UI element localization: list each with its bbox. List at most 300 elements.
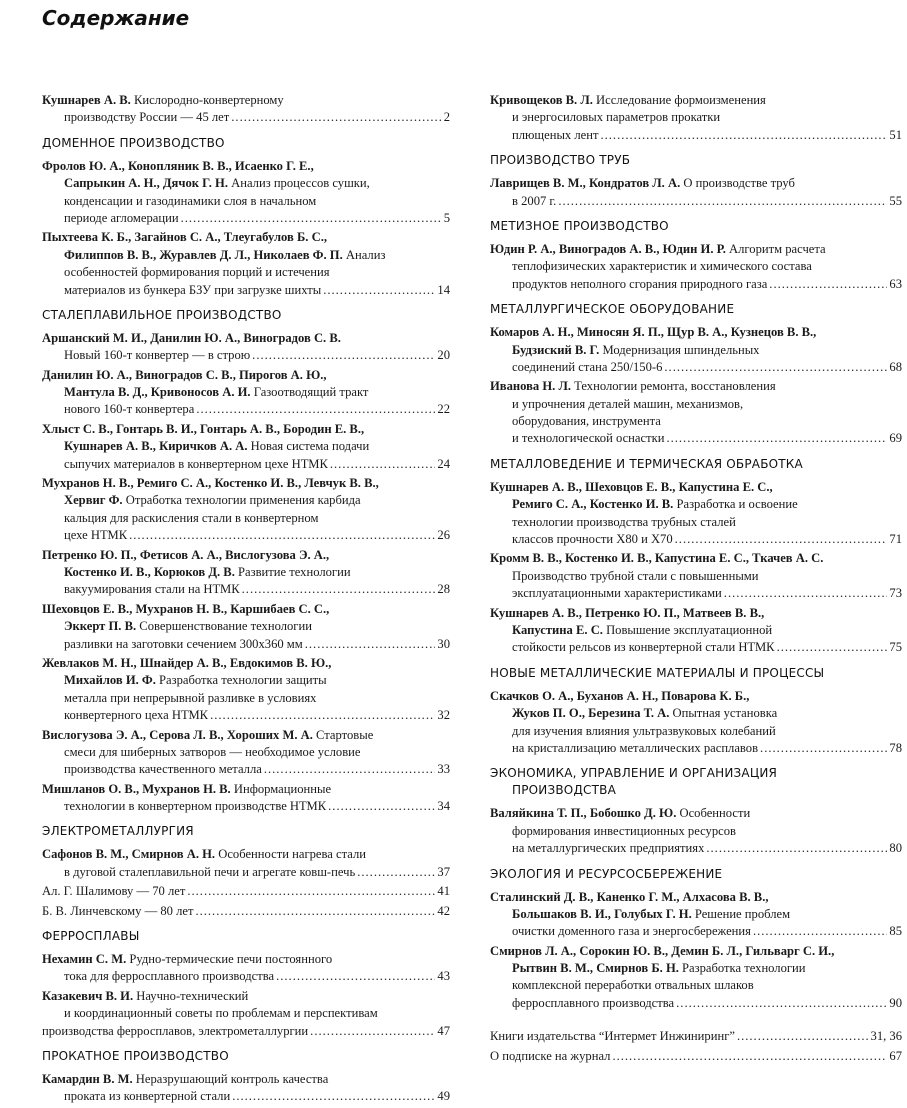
toc-entry-text [64, 347, 250, 364]
toc-entry-text [42, 476, 379, 490]
toc-title: производства качественного металла [64, 762, 262, 777]
toc-title: Модернизация шпиндельных [599, 342, 760, 357]
toc-leader-dots [666, 430, 887, 447]
toc-title: технологии производства трубных сталей [512, 514, 736, 529]
toc-authors: Петренко Ю. П., Фетисов А. А., Вислогузова Э. А., [42, 547, 330, 562]
toc-entry-line [42, 672, 450, 689]
toc-title: особенностей формирования порций и истечения [64, 265, 330, 280]
toc-entry-text [490, 806, 750, 820]
toc-entry-line [42, 690, 450, 707]
toc-title: Новая система подачи [247, 439, 370, 454]
toc-page-number: 69 [889, 431, 902, 446]
toc-entry-line [490, 342, 902, 359]
toc-authors: Сафонов В. М., Смирнов А. Н. [42, 847, 216, 862]
toc-title: Совершенствование технологии [136, 619, 312, 634]
toc-title: и упрочнения деталей машин, механизмов, [512, 396, 744, 411]
toc-entry-text [42, 422, 364, 436]
toc-entry[interactable] [490, 324, 902, 376]
toc-entry[interactable] [490, 1028, 902, 1045]
toc-entry-text [64, 761, 262, 778]
toc-title: смеси для шиберных затворов — необходимое условие [64, 744, 361, 759]
toc-entry-last-line [42, 347, 450, 364]
toc-entry-text [512, 193, 556, 210]
toc-leader-dots [675, 531, 888, 548]
toc-entry[interactable] [490, 378, 902, 448]
toc-page-number: 30 [437, 636, 450, 651]
toc-entry-text [42, 331, 341, 345]
toc-entry-text [64, 1088, 230, 1105]
toc-entry-text [512, 639, 775, 656]
toc-entry-line [42, 951, 450, 968]
toc-title: ферросплавного производства [512, 995, 675, 1010]
toc-leader-dots [330, 456, 436, 473]
toc-title: нового 160-т конвертера [64, 402, 195, 417]
section-heading-text: ПРОИЗВОДСТВО ТРУБ [490, 153, 631, 168]
section-heading [490, 456, 902, 473]
toc-entry[interactable] [42, 727, 450, 779]
toc-entry-line [42, 92, 450, 109]
toc-title: Ал. Г. Шалимову — 70 лет [42, 884, 186, 899]
toc-entry-text [512, 923, 751, 940]
toc-entry-text [64, 527, 127, 544]
toc-title: оборудования, инструмента [512, 414, 661, 429]
toc-authors: Комаров А. Н., Миносян Я. П., Щур В. А., Кузнецов В. В., [490, 325, 817, 340]
toc-entry-line [490, 705, 902, 722]
toc-entry-text [64, 1006, 378, 1020]
toc-title: на кристаллизацию металлических расплавов [512, 740, 759, 755]
toc-entry[interactable] [490, 605, 902, 657]
toc-entry-last-line [42, 210, 450, 227]
toc-authors: Хлыст С. В., Гонтарь В. И., Гонтарь А. В., Бородин Е. В., [42, 421, 365, 436]
toc-entry-text [490, 379, 776, 393]
toc-title: вакуумирования стали на НТМК [64, 582, 240, 597]
toc-page-number: 31, 36 [870, 1029, 902, 1044]
toc-authors: Нехамин С. М. [42, 952, 127, 967]
toc-entry-last-line [490, 923, 902, 940]
toc-entry-text [512, 531, 673, 548]
toc-entry-text [64, 265, 330, 279]
toc-title: кальция для раскисления стали в конвертерном [64, 510, 319, 525]
toc-entry-last-line [42, 109, 450, 126]
toc-page-number: 90 [889, 995, 902, 1010]
toc-title: материалов из бункера БЗУ при загрузке шихты [64, 282, 322, 297]
toc-title: разливки на заготовки сечением 300х360 мм [64, 636, 303, 651]
toc-title: Особенности [676, 806, 751, 821]
toc-entry-text [64, 456, 328, 473]
toc-page-number: 14 [437, 282, 450, 297]
toc-leader-dots [760, 740, 887, 757]
toc-entry-line [42, 421, 450, 438]
toc-entry-last-line [490, 430, 902, 447]
toc-title: формирования инвестиционных ресурсов [512, 823, 736, 838]
toc-entry-line [490, 622, 902, 639]
toc-entry[interactable] [42, 330, 450, 365]
toc-leader-dots [769, 276, 887, 293]
toc-authors: Камардин В. М. [42, 1071, 133, 1086]
toc-authors: Капустина Е. С. [512, 622, 603, 637]
toc-entry-text [512, 414, 661, 428]
toc-entry-last-line [42, 527, 450, 544]
section-heading-text: ЭЛЕКТРОМЕТАЛЛУРГИЯ [42, 824, 194, 839]
toc-title: и координационный советы по проблемам и перспективам [64, 1006, 378, 1021]
toc-title: Рудно-термические печи постоянного [126, 952, 333, 967]
toc-entry-line [42, 1071, 450, 1088]
toc-authors: Сапрыкин А. Н., Дячок Г. Н. [64, 176, 228, 191]
toc-entry[interactable] [42, 951, 450, 986]
toc-entry[interactable] [42, 229, 450, 299]
toc-entry-text [42, 368, 327, 382]
toc-entry-last-line [42, 1023, 450, 1040]
toc-entry-text [64, 745, 360, 759]
toc-entry-last-line [42, 282, 450, 299]
toc-entry[interactable] [42, 547, 450, 599]
toc-entry-line [490, 977, 902, 994]
toc-title: Новый 160-т конвертер — в строю [64, 348, 251, 363]
toc-entry-line [490, 960, 902, 977]
toc-authors: Кушнарев А. В., Шеховцов Е. В., Капустина Е. С., [490, 479, 773, 494]
toc-leader-dots [753, 923, 887, 940]
toc-authors: Валяйкина Т. П., Бобошко Д. Ю. [490, 806, 677, 821]
toc-entry-last-line [490, 193, 902, 210]
toc-entry-text [42, 93, 284, 107]
toc-entry-text [64, 176, 370, 190]
toc-leader-dots [558, 193, 887, 210]
toc-entry[interactable] [42, 781, 450, 816]
toc-entry-line [42, 492, 450, 509]
toc-authors: Будзиский В. Г. [512, 342, 600, 357]
toc-entry[interactable] [42, 92, 450, 127]
toc-entry[interactable] [42, 883, 450, 900]
toc-entry-text [64, 401, 194, 418]
toc-title: конденсации и газодинамики слоя в начальном [64, 193, 317, 208]
toc-authors: Мантула В. Д., Кривоносов А. И. [64, 385, 251, 400]
toc-entry-text [64, 798, 326, 815]
toc-entry[interactable] [490, 241, 902, 293]
toc-column-right [490, 92, 902, 1067]
toc-entry-line [42, 193, 450, 210]
toc-title: Опытная установка [669, 706, 778, 721]
toc-page-number: 28 [437, 582, 450, 597]
toc-entry-text [490, 242, 826, 256]
toc-title: соединений стана 250/150-6 [512, 359, 663, 374]
toc-authors: Рытвин В. М., Смирнов Б. Н. [512, 961, 679, 976]
toc-page-number: 73 [889, 586, 902, 601]
toc-entry-text [64, 707, 208, 724]
toc-entry[interactable] [42, 1071, 450, 1106]
toc-entry-text [512, 961, 806, 975]
toc-title: сыпучих материалов в конвертерном цехе НТМК [64, 456, 328, 471]
toc-entry-text [490, 93, 766, 107]
toc-entry-text [64, 864, 355, 881]
toc-title: комплексной переработки отвальных шлаков [512, 978, 754, 993]
toc-authors: Кушнарев А. В. [42, 93, 131, 107]
toc-entry-text [42, 230, 327, 244]
toc-page-number: 85 [889, 924, 902, 939]
toc-entry-text [64, 385, 368, 399]
toc-authors: Вислогузова Э. А., Серова Л. В., Хороших М. А. [42, 727, 313, 742]
toc-entry[interactable] [490, 92, 902, 144]
toc-page-number: 5 [443, 210, 450, 225]
toc-entry-text [490, 689, 749, 703]
toc-leader-dots [612, 1048, 887, 1065]
toc-entry-text [64, 282, 321, 299]
toc-entry-line [42, 510, 450, 527]
section-heading [490, 218, 902, 235]
toc-authors: Кромм В. В., Костенко И. В., Капустина Е. С., Ткачев А. С. [490, 551, 824, 566]
toc-entry-text [42, 548, 329, 562]
toc-entry-last-line [490, 995, 902, 1012]
toc-title: Книги издательства “Интермет Инжиниринг” [490, 1029, 735, 1044]
toc-leader-dots [600, 127, 887, 144]
toc-authors: Скачков О. А., Буханов А. Н., Поварова К. Б., [490, 688, 750, 703]
toc-title: эксплуатационными характеристиками [512, 586, 722, 601]
toc-entry[interactable] [42, 421, 450, 473]
toc-title: Информационные [230, 781, 332, 796]
section-heading [490, 301, 902, 318]
toc-title: для изучения влияния ультразвуковых колебаний [512, 723, 776, 738]
toc-page-number: 78 [889, 740, 902, 755]
toc-title: металла при непрерывной разливке в условиях [64, 690, 317, 705]
toc-entry[interactable] [42, 903, 450, 920]
toc-entry-text [64, 968, 274, 985]
toc-title: производству России — 45 лет [64, 110, 230, 125]
toc-authors: Жуков П. О., Березина Т. А. [512, 706, 670, 721]
toc-title: в 2007 г. [512, 193, 557, 208]
toc-entry[interactable] [490, 943, 902, 1013]
toc-entry-last-line [490, 840, 902, 857]
toc-entry[interactable] [42, 158, 450, 228]
toc-entry-last-line [42, 1088, 450, 1105]
toc-authors: Кушнарев А. В., Киричков А. А. [64, 439, 248, 454]
toc-entry-last-line [42, 883, 450, 900]
toc-entry-text [512, 740, 758, 757]
toc-page-number: 71 [889, 532, 902, 547]
toc-authors: Филиппов В. В., Журавлев Д. Л., Николаев Ф. П. [64, 247, 343, 262]
toc-entry-last-line [42, 903, 450, 920]
toc-entry-last-line [42, 707, 450, 724]
toc-authors: Кривощеков В. Л. [490, 93, 593, 107]
toc-page-number: 2 [443, 110, 450, 125]
toc-page-number: 41 [437, 884, 450, 899]
toc-page-number: 63 [889, 276, 902, 291]
toc-entry-text [64, 581, 240, 598]
toc-entry-line [42, 744, 450, 761]
toc-entry-line [42, 229, 450, 246]
section-heading-text: ФЕРРОСПЛАВЫ [42, 929, 140, 944]
toc-title: Особенности нагрева стали [215, 847, 366, 862]
toc-authors: Аршанский М. И., Данилин Ю. А., Виноградов С. В. [42, 330, 341, 345]
toc-entry-last-line [490, 1048, 902, 1065]
toc-entry-text [512, 359, 662, 376]
section-heading-text: ПРОИЗВОДСТВА [512, 783, 616, 798]
toc-entry-text [512, 515, 736, 529]
toc-entry-text [42, 1023, 308, 1040]
toc-authors: Жевлаков М. Н., Шнайдер А. В., Евдокимов В. Ю., [42, 655, 332, 670]
page-title: Содержание [42, 6, 190, 30]
toc-entry-text [512, 724, 776, 738]
toc-entry-text [64, 511, 318, 525]
toc-entry-text [490, 480, 773, 494]
toc-entry-line [42, 988, 450, 1005]
toc-title: Решение проблем [691, 906, 791, 921]
toc-title: теплофизических характеристик и химического состава [512, 259, 812, 274]
toc-entry-text [64, 673, 327, 687]
section-heading [490, 866, 902, 883]
toc-page-number: 42 [437, 903, 450, 918]
toc-leader-dots [310, 1023, 435, 1040]
toc-entry-line [42, 384, 450, 401]
toc-entry-last-line [42, 968, 450, 985]
toc-entry-line [42, 438, 450, 455]
toc-entry-text [42, 1072, 328, 1086]
toc-entry-line [490, 605, 902, 622]
toc-authors: Большаков В. И., Голубых Г. Н. [512, 906, 692, 921]
toc-leader-dots [231, 109, 441, 126]
toc-entry-line [42, 727, 450, 744]
toc-leader-dots [777, 639, 888, 656]
toc-entry-text [42, 728, 373, 742]
toc-title: Алгоритм расчета [725, 241, 826, 256]
toc-leader-dots [210, 707, 435, 724]
toc-entry-text [512, 569, 759, 583]
toc-entry[interactable] [42, 367, 450, 419]
toc-entry[interactable] [490, 550, 902, 602]
toc-authors: Сталинский Д. В., Каненко Г. М., Алхасова В. В., [490, 889, 769, 904]
toc-entry[interactable] [490, 688, 902, 758]
section-heading-text: ПРОКАТНОЕ ПРОИЗВОДСТВО [42, 1048, 229, 1063]
toc-entry-text [42, 159, 314, 173]
toc-authors: Хервиг Ф. [64, 493, 123, 508]
toc-entry-line [490, 496, 902, 513]
toc-entry-last-line [490, 531, 902, 548]
toc-entry[interactable] [490, 479, 902, 549]
toc-page-number: 49 [437, 1089, 450, 1104]
toc-leader-dots [196, 401, 435, 418]
toc-entry-line [42, 264, 450, 281]
toc-entry-line [490, 396, 902, 413]
toc-authors: Казакевич В. И. [42, 988, 134, 1003]
toc-leader-dots [252, 347, 435, 364]
toc-entry-last-line [42, 761, 450, 778]
toc-entry-line [42, 781, 450, 798]
toc-entry-line [490, 805, 902, 822]
toc-leader-dots [129, 527, 435, 544]
toc-entry-last-line [42, 864, 450, 881]
toc-entry-text [42, 847, 366, 861]
toc-authors: Костенко И. В., Корюков Д. В. [64, 564, 235, 579]
toc-entry-text [42, 952, 332, 966]
toc-title: конвертерного цеха НТМК [64, 708, 209, 723]
toc-entry-text [512, 276, 767, 293]
toc-authors: Иванова Н. Л. [490, 379, 572, 394]
section-heading-text: МЕТАЛЛОВЕДЕНИЕ И ТЕРМИЧЕСКАЯ ОБРАБОТКА [490, 456, 803, 471]
toc-leader-dots [181, 210, 442, 227]
toc-page-number: 55 [889, 193, 902, 208]
toc-entry[interactable] [490, 175, 902, 210]
toc-title: Повышение эксплуатационной [602, 622, 773, 637]
section-heading-text: СТАЛЕПЛАВИЛЬНОЕ ПРОИЗВОДСТВО [42, 307, 282, 322]
toc-page-number: 34 [437, 799, 450, 814]
toc-page-number: 47 [437, 1023, 450, 1038]
section-heading [490, 765, 902, 799]
toc-authors: Мишланов О. В., Мухранов Н. В. [42, 781, 231, 796]
toc-entry-text [512, 995, 674, 1012]
toc-title: О производстве труб [680, 176, 795, 191]
toc-entry-text [512, 824, 736, 838]
toc-entry-text [64, 493, 361, 507]
section-heading-text: ЭКОЛОГИЯ И РЕСУРСОСБЕРЕЖЕНИЕ [490, 866, 723, 881]
toc-leader-dots [242, 581, 436, 598]
toc-title: продуктов неполного сгорания природного газа [512, 276, 768, 291]
toc-leader-dots [706, 840, 887, 857]
toc-entry-text [490, 606, 764, 620]
toc-entry[interactable] [490, 889, 902, 941]
toc-title: стойкости рельсов из конвертерной стали НТМК [512, 640, 775, 655]
toc-entry-text [512, 497, 798, 511]
toc-entry[interactable] [490, 1048, 902, 1065]
toc-title: плющеных лент [512, 127, 599, 142]
toc-entry[interactable] [42, 846, 450, 881]
toc-entry-last-line [490, 276, 902, 293]
toc-leader-dots [328, 798, 435, 815]
toc-entry-text [490, 176, 795, 190]
toc-title: цехе НТМК [64, 528, 128, 543]
toc-title: Исследование формоизменения [592, 93, 766, 107]
toc-entry-text [512, 840, 704, 857]
section-heading [42, 928, 450, 945]
toc-entry[interactable] [490, 805, 902, 857]
section-heading [490, 665, 902, 682]
toc-title: Отработка технологии применения карбида [122, 493, 361, 508]
toc-page-number: 80 [889, 841, 902, 856]
toc-entry-text [512, 706, 777, 720]
toc-entry[interactable] [42, 601, 450, 653]
toc-entry-line [490, 109, 902, 126]
toc-entry[interactable] [42, 988, 450, 1040]
toc-leader-dots [737, 1028, 869, 1045]
toc-leader-dots [323, 282, 435, 299]
toc-entry-last-line [490, 127, 902, 144]
toc-entry-line [490, 241, 902, 258]
toc-entry-last-line [490, 359, 902, 376]
toc-title: Неразрушающий контроль качества [132, 1071, 329, 1086]
toc-authors: Данилин Ю. А., Виноградов С. В., Пирогов А. Ю., [42, 367, 327, 382]
toc-authors: Пыхтеева К. Б., Загайнов С. А., Тлеугабулов Б. С., [42, 230, 327, 245]
toc-page-number: 26 [437, 528, 450, 543]
toc-title: классов прочности Х80 и Х70 [512, 532, 673, 547]
toc-entry-line [42, 330, 450, 347]
toc-page-number: 32 [437, 708, 450, 723]
toc-leader-dots [305, 636, 436, 653]
toc-page-number: 68 [889, 359, 902, 374]
toc-page-number: 24 [437, 456, 450, 471]
toc-title: периоде агломерации [64, 210, 179, 225]
toc-entry-text [42, 903, 193, 920]
toc-title: Анализ процессов сушки, [227, 176, 370, 191]
toc-leader-dots [264, 761, 436, 778]
toc-title: Научно-технический [133, 988, 249, 1003]
toc-entry-last-line [42, 798, 450, 815]
toc-entry-last-line [490, 639, 902, 656]
toc-entry-line [42, 564, 450, 581]
toc-authors: Лаврищев В. М., Кондратов Л. А. [490, 176, 681, 191]
toc-entry[interactable] [42, 655, 450, 725]
toc-entry-line [490, 550, 902, 567]
toc-entry[interactable] [42, 475, 450, 545]
toc-title: проката из конвертерной стали [64, 1089, 231, 1104]
toc-entry-text [512, 585, 722, 602]
section-heading [42, 823, 450, 840]
